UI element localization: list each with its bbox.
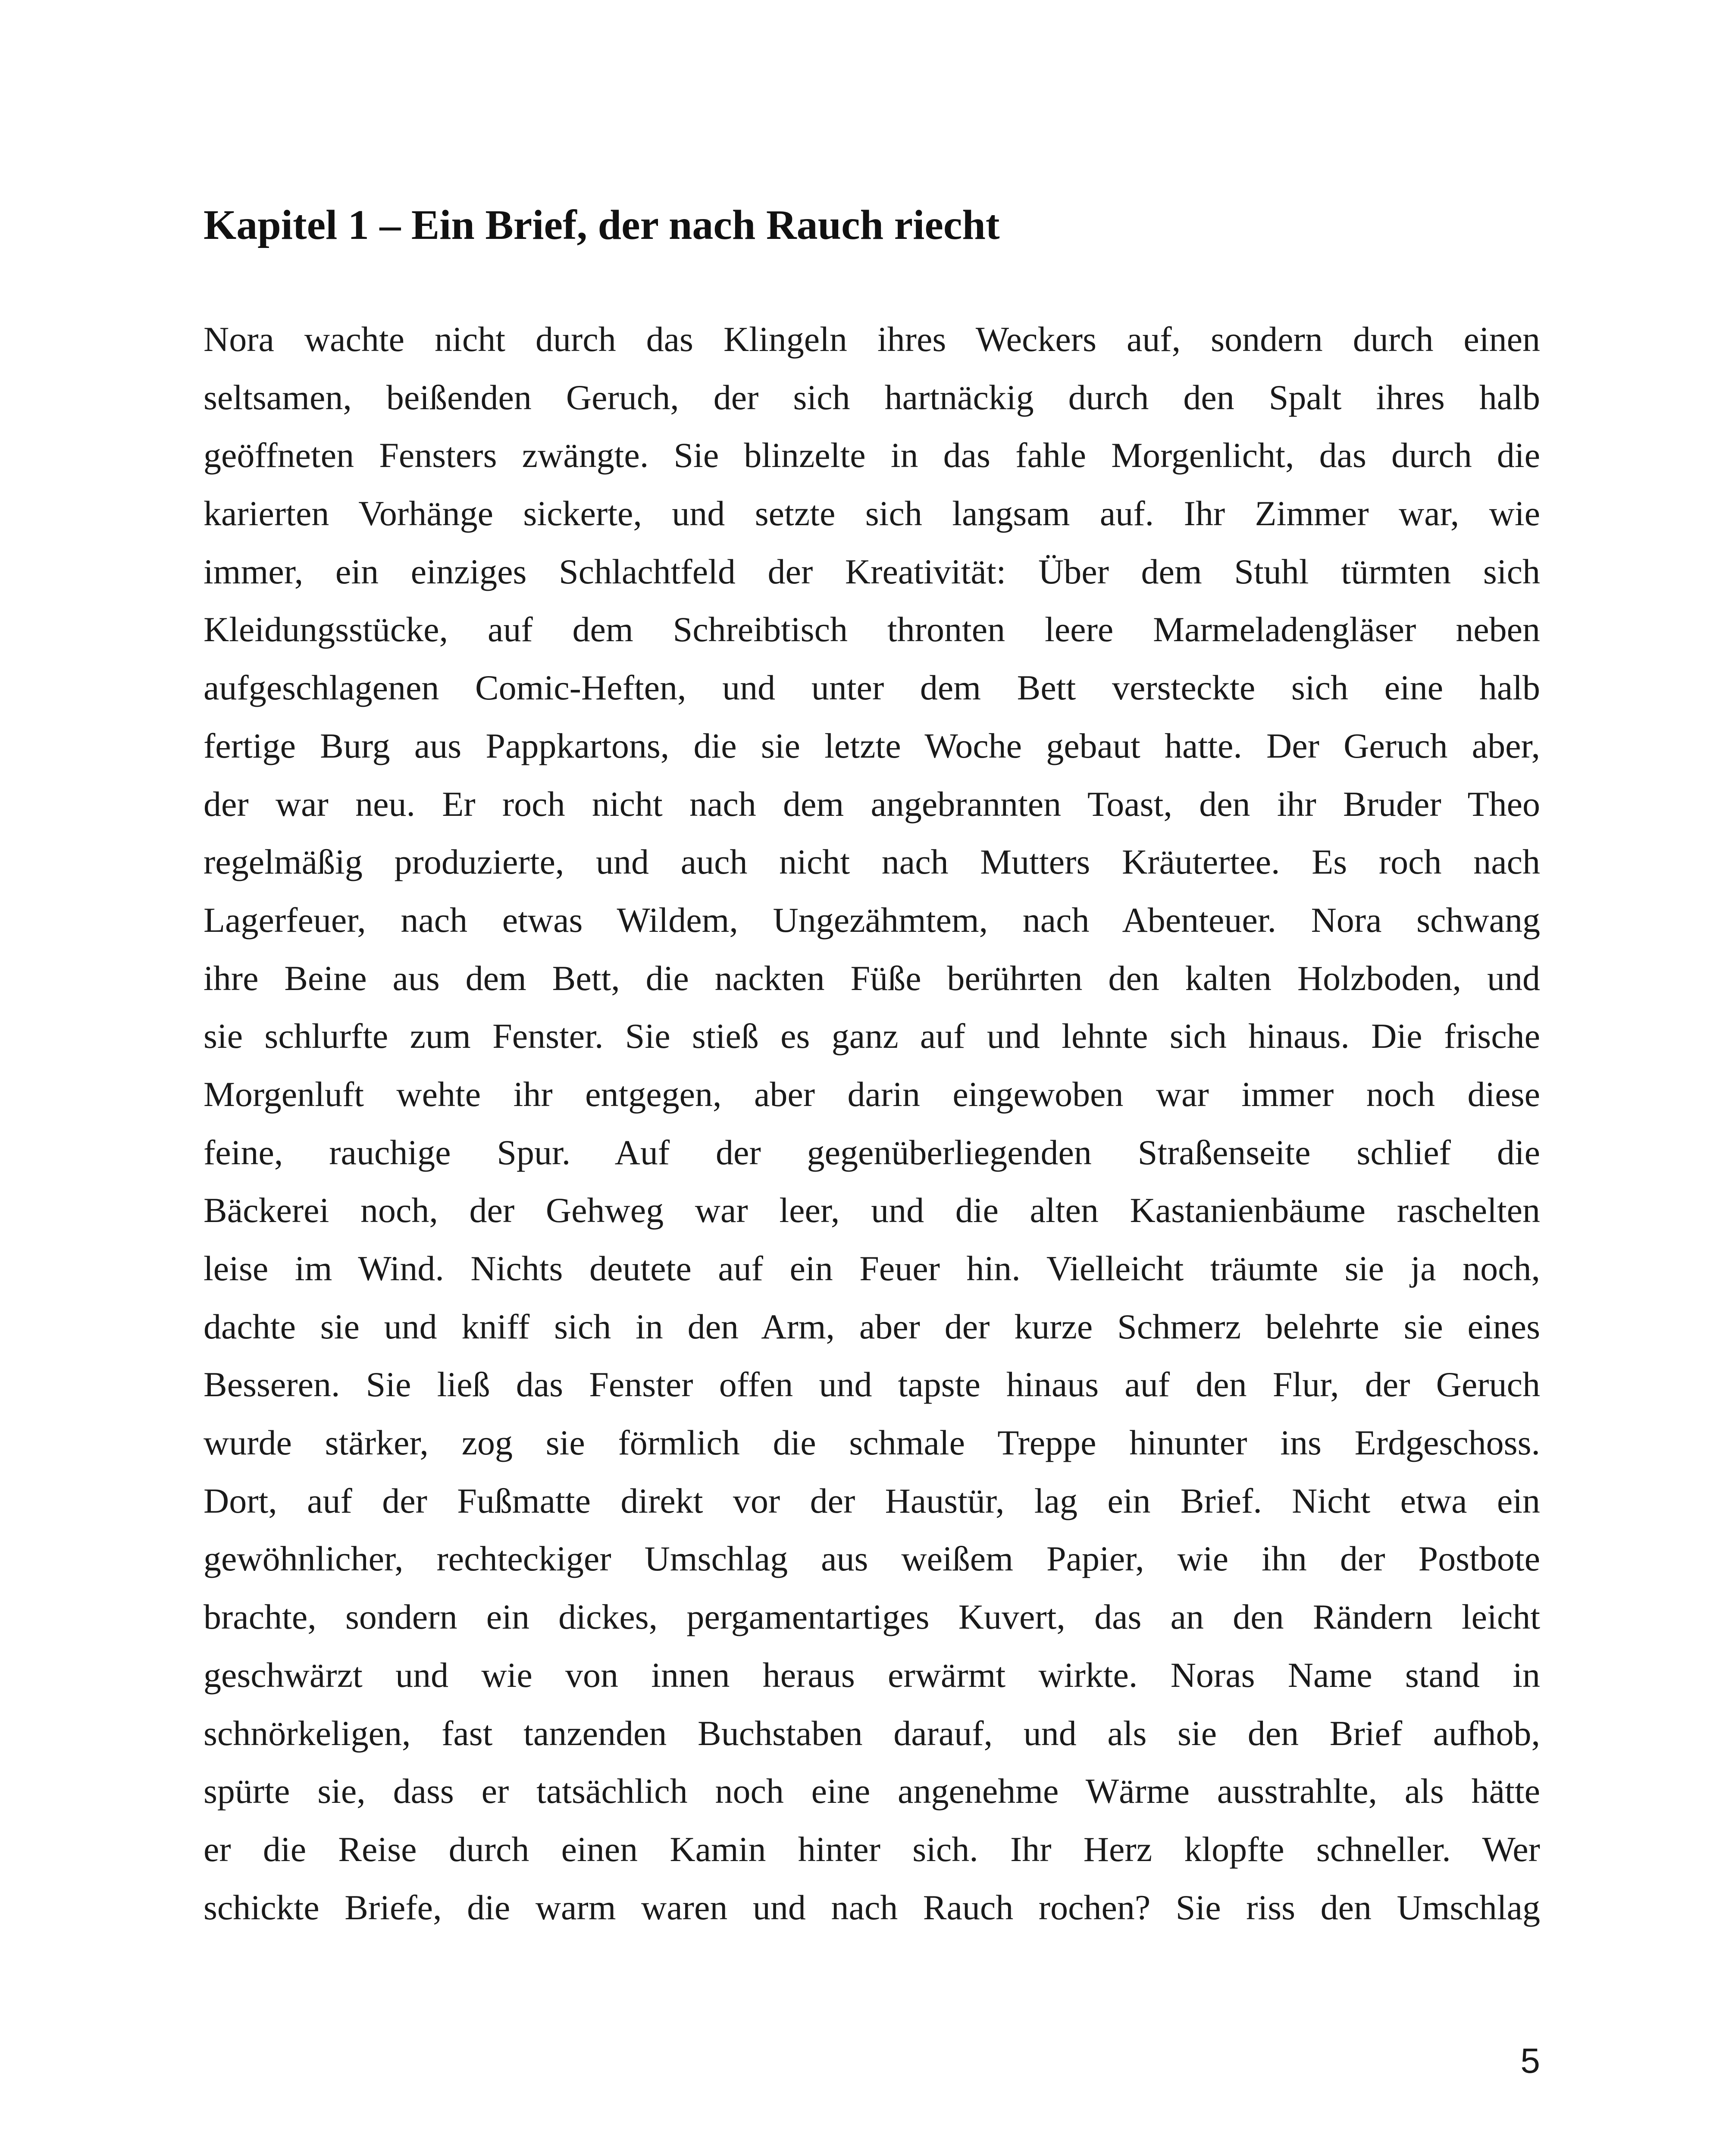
page-number: 5 xyxy=(1520,2041,1540,2081)
text-line: geschwärzt und wie von innen heraus erwärmt wirkte. Noras Name stand in xyxy=(204,1655,1540,1695)
text-line: brachte, sondern ein dickes, pergamentartiges Kuvert, das an den Rändern leicht xyxy=(204,1597,1540,1637)
text-line: der war neu. Er roch nicht nach dem angebrannten Toast, den ihr Bruder Theo xyxy=(204,784,1540,824)
text-line: gewöhnlicher, rechteckiger Umschlag aus weißem Papier, wie ihn der Postbote xyxy=(204,1539,1540,1579)
chapter-body xyxy=(204,310,1540,1937)
text-line: Dort, auf der Fußmatte direkt vor der Haustür, lag ein Brief. Nicht etwa ein xyxy=(204,1481,1540,1520)
text-line: Kleidungsstücke, auf dem Schreibtisch thronten leere Marmeladengläser neben xyxy=(204,610,1540,649)
text-line: dachte sie und kniff sich in den Arm, aber der kurze Schmerz belehrte sie eines xyxy=(204,1307,1540,1346)
text-line: karierten Vorhänge sickerte, und setzte sich langsam auf. Ihr Zimmer war, wie xyxy=(204,494,1540,533)
text-line: regelmäßig produzierte, und auch nicht nach Mutters Kräutertee. Es roch nach xyxy=(204,842,1540,882)
text-line: immer, ein einziges Schlachtfeld der Kreativität: Über dem Stuhl türmten sich xyxy=(204,552,1540,591)
chapter-heading: Kapitel 1 – Ein Brief, der nach Rauch riecht xyxy=(204,202,1000,248)
text-line: Morgenluft wehte ihr entgegen, aber darin eingewoben war immer noch diese xyxy=(204,1074,1540,1114)
text-line: leise im Wind. Nichts deutete auf ein Feuer hin. Vielleicht träumte sie ja noch, xyxy=(204,1249,1540,1288)
text-line: sie schlurfte zum Fenster. Sie stieß es ganz auf und lehnte sich hinaus. Die frische xyxy=(204,1016,1540,1056)
text-line: Besseren. Sie ließ das Fenster offen und tapste hinaus auf den Flur, der Geruch xyxy=(204,1365,1540,1404)
text-line: geöffneten Fensters zwängte. Sie blinzelte in das fahle Morgenlicht, das durch die xyxy=(204,436,1540,475)
text-line: er die Reise durch einen Kamin hinter sich. Ihr Herz klopfte schneller. Wer xyxy=(204,1829,1540,1869)
text-line: seltsamen, beißenden Geruch, der sich hartnäckig durch den Spalt ihres halb xyxy=(204,377,1540,417)
text-line: wurde stärker, zog sie förmlich die schmale Treppe hinunter ins Erdgeschoss. xyxy=(204,1423,1540,1463)
text-line: fertige Burg aus Pappkartons, die sie letzte Woche gebaut hatte. Der Geruch aber, xyxy=(204,726,1540,765)
text-line: ihre Beine aus dem Bett, die nackten Füße berührten den kalten Holzboden, und xyxy=(204,958,1540,998)
text-line: spürte sie, dass er tatsächlich noch eine angenehme Wärme ausstrahlte, als hätte xyxy=(204,1771,1540,1811)
text-line: schickte Briefe, die warm waren und nach Rauch rochen? Sie riss den Umschlag xyxy=(204,1887,1540,1927)
text-line: Bäckerei noch, der Gehweg war leer, und die alten Kastanienbäume raschelten xyxy=(204,1191,1540,1230)
text-line: Nora wachte nicht durch das Klingeln ihres Weckers auf, sondern durch einen xyxy=(204,320,1540,359)
text-line: aufgeschlagenen Comic-Heften, und unter dem Bett versteckte sich eine halb xyxy=(204,668,1540,708)
text-line: schnörkeligen, fast tanzenden Buchstaben darauf, und als sie den Brief aufhob, xyxy=(204,1713,1540,1753)
text-line: Lagerfeuer, nach etwas Wildem, Ungezähmtem, nach Abenteuer. Nora schwang xyxy=(204,900,1540,940)
text-line: feine, rauchige Spur. Auf der gegenüberliegenden Straßenseite schlief die xyxy=(204,1132,1540,1172)
